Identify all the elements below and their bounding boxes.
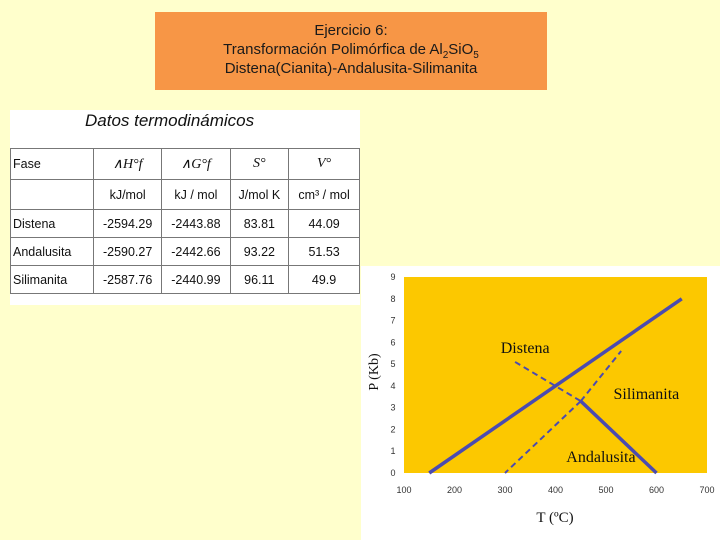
unit-entropy: J/mol K [230,180,289,210]
phase-label: Silimanita [613,385,680,403]
header-volume: V° [289,149,360,180]
unit-gibbs: kJ / mol [162,180,230,210]
title-line-1: Ejercicio 6: [314,22,388,39]
cell-enthalpy: -2590.27 [94,238,162,266]
cell-gibbs: -2443.88 [162,210,230,238]
title-line-2: Transformación Polimórfica de $Al_2SiO_5$ [223,41,479,61]
cell-enthalpy: -2587.76 [94,266,162,294]
y-tick-label: 0 [390,468,396,478]
y-tick-label: 8 [390,293,396,304]
cell-fase: Andalusita [11,238,94,266]
unit-volume: cm³ / mol [289,180,360,210]
y-tick-label: 5 [390,359,396,370]
x-tick-label: 600 [648,485,665,495]
phase-label: Distena [500,340,550,358]
cell-entropy: 96.11 [230,266,289,294]
x-tick-label: 500 [598,485,614,495]
header-fase: Fase [11,149,94,180]
y-tick-label: 6 [390,337,396,348]
cell-volume: 44.09 [289,210,360,238]
y-tick-label: 7 [390,315,396,326]
header-entropy: S° [230,149,289,180]
cell-gibbs: -2442.66 [162,238,230,266]
phase-label: Andalusita [566,449,636,467]
unit-enthalpy: kJ/mol [94,180,162,210]
plot-area [404,277,707,473]
y-tick-label: 3 [390,402,396,413]
title-line-3: Distena(Cianita)-Andalusita-Silimanita [224,60,478,77]
x-tick-label: 700 [699,485,715,495]
header-gibbs: ∧G°f [162,149,230,180]
cell-volume: 51.53 [289,238,360,266]
table-title: Datos termodinámicos [85,111,255,130]
y-tick-label: 2 [390,424,396,435]
y-tick-label: 1 [390,446,396,457]
cell-volume: 49.9 [289,266,360,294]
cell-fase: Silimanita [11,266,94,294]
cell-gibbs: -2440.99 [162,266,230,294]
x-tick-label: 300 [497,485,513,495]
y-tick-label: 9 [390,272,396,282]
x-tick-label: 100 [396,485,412,495]
cell-enthalpy: -2594.29 [94,210,162,238]
cell-entropy: 83.81 [230,210,289,238]
x-axis-label: T (ºC) [536,510,574,526]
y-axis-label: P (Kb) [367,353,382,391]
cell-fase: Distena [11,210,94,238]
header-enthalpy: ∧H°f [94,149,162,180]
y-tick-label: 4 [390,380,396,391]
cell-entropy: 93.22 [230,238,289,266]
x-tick-label: 400 [547,485,564,495]
x-tick-label: 200 [446,485,463,495]
